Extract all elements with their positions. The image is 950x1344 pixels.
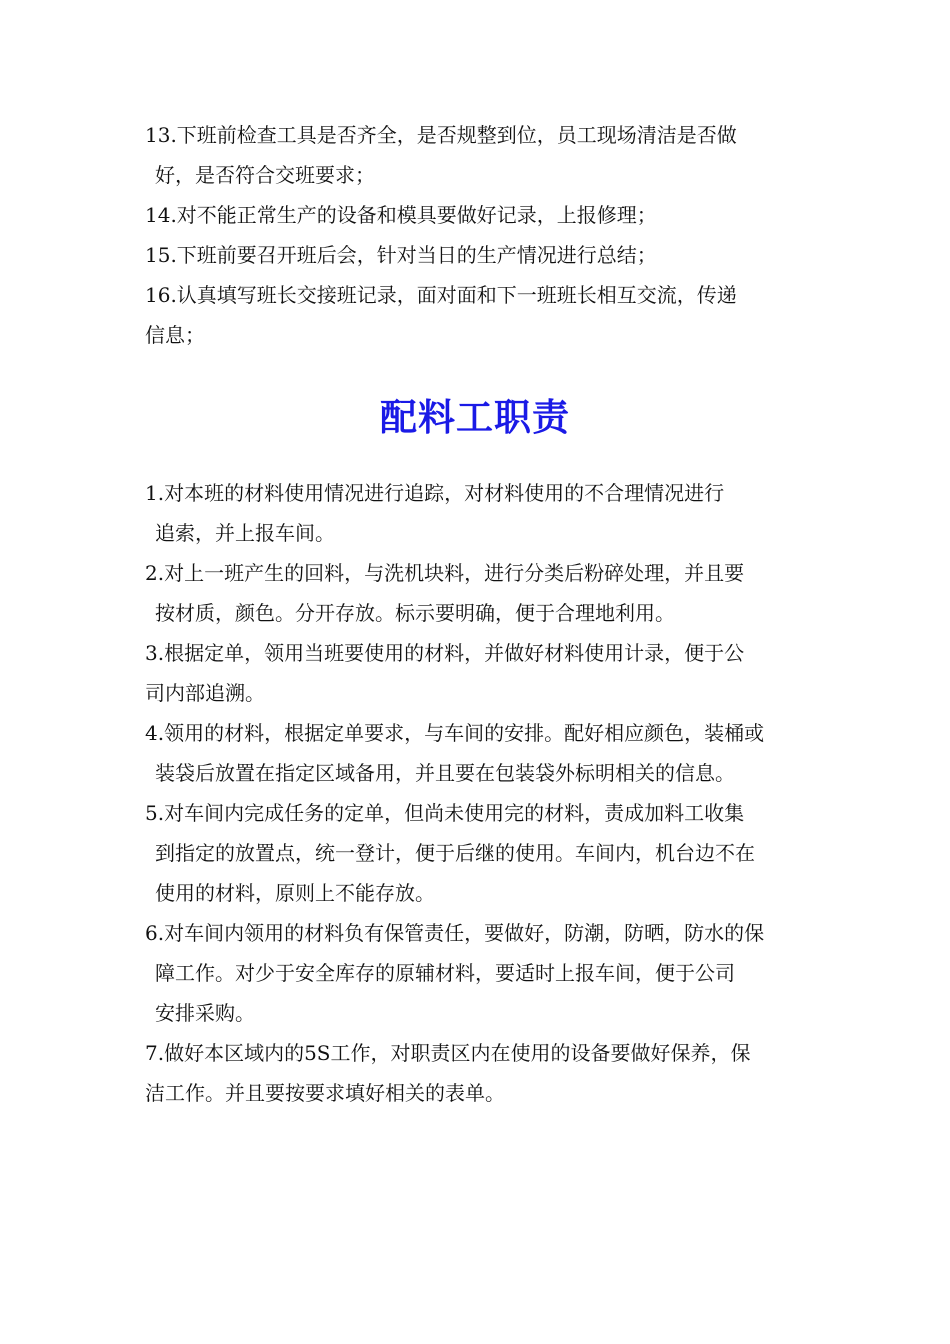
section-title: 配料工职责	[380, 396, 570, 439]
list-item-line: 1.对本班的材料使用情况进行追踪，对材料使用的不合理情况进行	[145, 481, 725, 505]
list-item-line: 使用的材料，原则上不能存放。	[155, 881, 435, 905]
list-item-line: 装袋后放置在指定区域备用，并且要在包装袋外标明相关的信息。	[155, 761, 735, 785]
list-item-line: 司内部追溯。	[145, 681, 265, 705]
shift-leader-duties-list	[145, 115, 825, 355]
list-item-line: 到指定的放置点，统一登计，便于后继的使用。车间内，机台边不在	[155, 841, 755, 865]
list-item-line: 洁工作。并且要按要求填好相关的表单。	[145, 1081, 505, 1105]
list-item	[145, 235, 825, 275]
list-item-line: 障工作。对少于安全库存的原辅材料，要适时上报车间，便于公司	[155, 961, 735, 985]
list-item	[145, 633, 825, 713]
list-item-line: 13.下班前检查工具是否齐全，是否规整到位，员工现场清洁是否做	[145, 123, 737, 147]
list-item-line: 14.对不能正常生产的设备和模具要做好记录，上报修理；	[145, 203, 657, 227]
list-item-line: 按材质，颜色。分开存放。标示要明确，便于合理地利用。	[155, 601, 675, 625]
list-item	[145, 1033, 825, 1113]
list-item	[145, 473, 825, 553]
list-item-line: 2.对上一班产生的回料，与洗机块料，进行分类后粉碎处理，并且要	[145, 561, 745, 585]
list-item	[145, 115, 825, 195]
list-item-line: 6.对车间内领用的材料负有保管责任，要做好，防潮，防晒，防水的保	[145, 921, 765, 945]
list-item	[145, 553, 825, 633]
list-item-line: 安排采购。	[155, 1001, 255, 1025]
list-item-line: 好，是否符合交班要求；	[155, 163, 375, 187]
list-item-line: 3.根据定单，领用当班要使用的材料，并做好材料使用计录，便于公	[145, 641, 745, 665]
list-item	[145, 275, 825, 355]
list-item-line: 7.做好本区域内的5S工作，对职责区内在使用的设备要做好保养，保	[145, 1041, 751, 1065]
list-item-line: 15.下班前要召开班后会，针对当日的生产情况进行总结；	[145, 243, 657, 267]
list-item-line: 信息；	[145, 323, 205, 347]
list-item	[145, 713, 825, 793]
batching-worker-duties-list	[145, 473, 825, 1113]
list-item	[145, 913, 825, 1033]
list-item	[145, 793, 825, 913]
list-item-line: 4.领用的材料，根据定单要求，与车间的安排。配好相应颜色，装桶或	[145, 721, 765, 745]
list-item-line: 5.对车间内完成任务的定单，但尚未使用完的材料，责成加料工收集	[145, 801, 745, 825]
list-item-line: 16.认真填写班长交接班记录，面对面和下一班班长相互交流，传递	[145, 283, 737, 307]
list-item-line: 追索，并上报车间。	[155, 521, 335, 545]
list-item	[145, 195, 825, 235]
